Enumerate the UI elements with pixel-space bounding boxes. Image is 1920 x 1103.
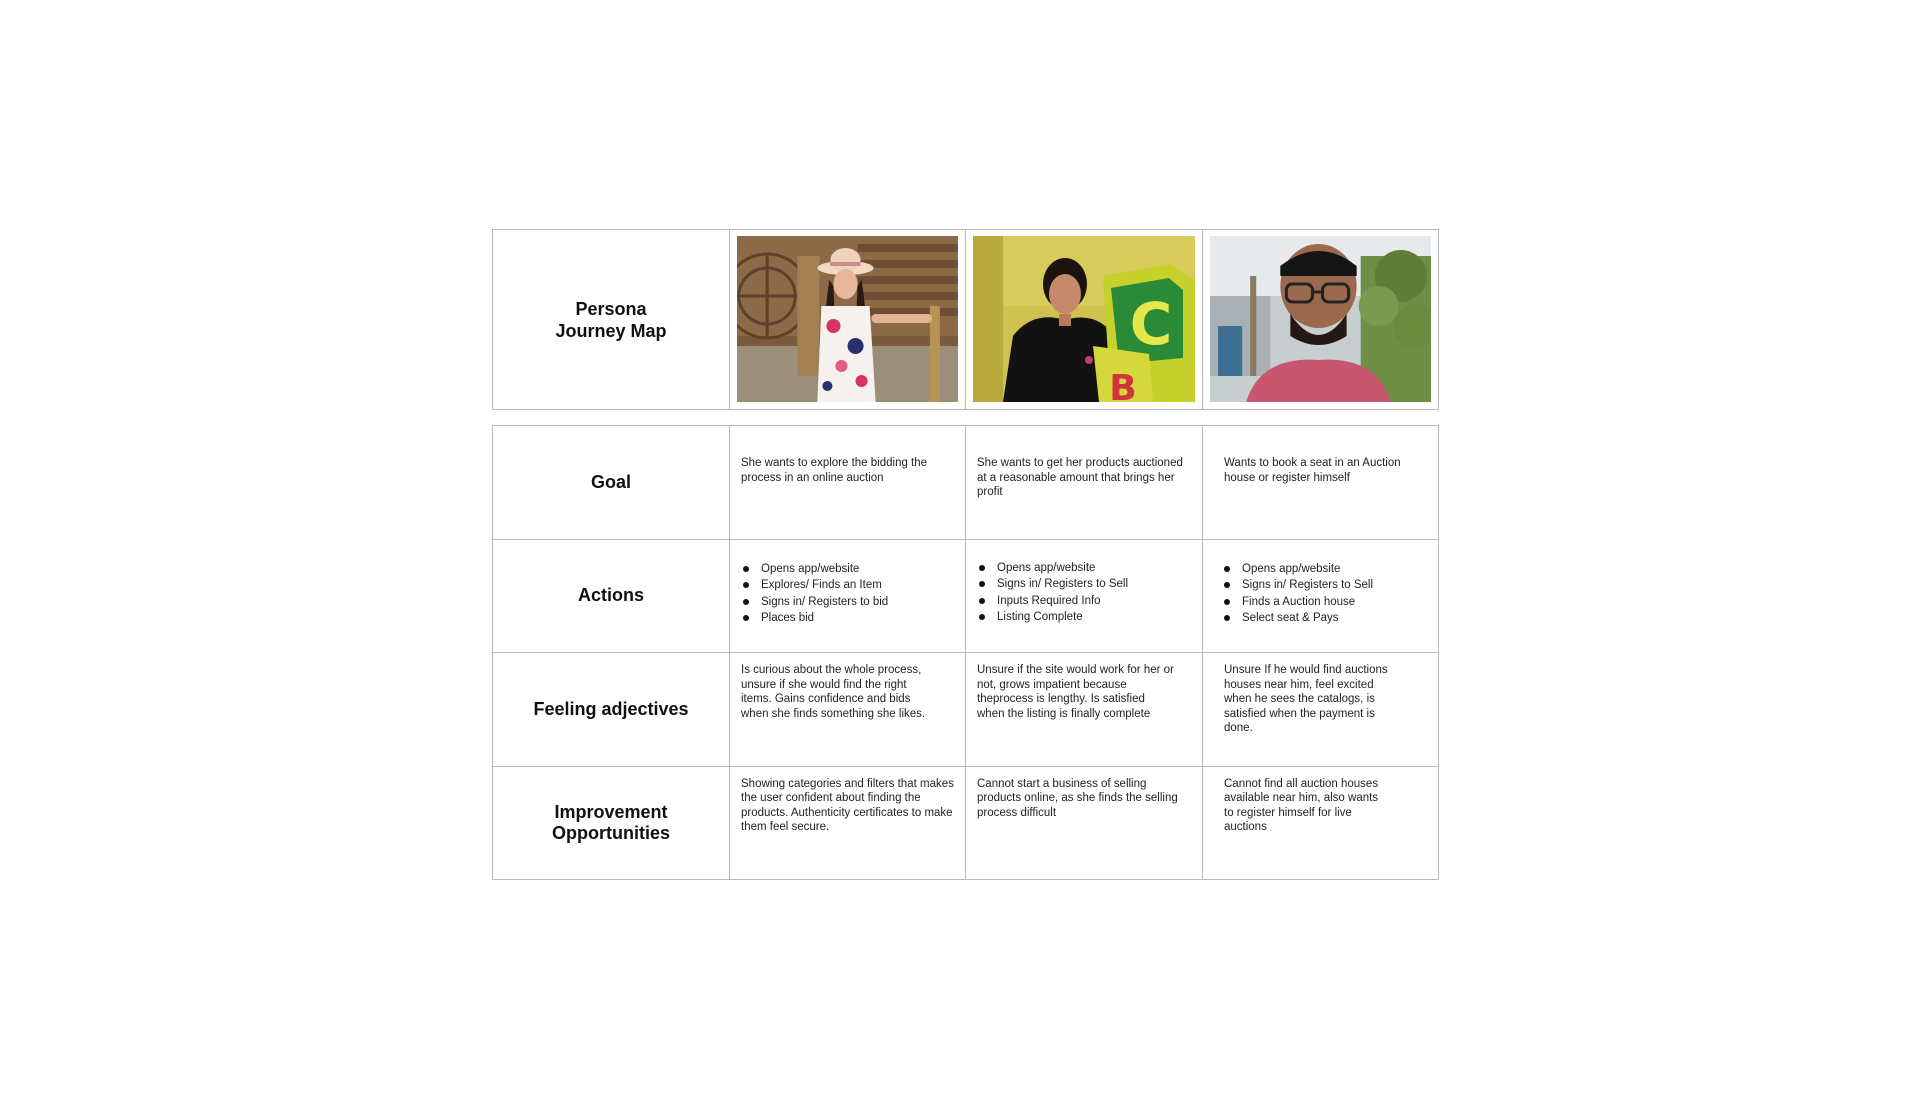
persona-1-actions: [730, 539, 966, 653]
list-item: Select seat & Pays: [1222, 610, 1438, 627]
list-item: Inputs Required Info: [977, 593, 1202, 610]
improvements-label: [493, 766, 730, 880]
goal-row: [493, 426, 1439, 540]
svg-text:B: B: [1109, 368, 1137, 402]
list-item: Listing Complete: [977, 609, 1202, 626]
actions-label: Actions: [493, 539, 730, 653]
persona-1-goal: She wants to explore the bidding the process in an online auction: [730, 426, 966, 540]
persona-3-actions: [1203, 539, 1439, 653]
persona-2-actions: [966, 539, 1203, 653]
persona-3-improvements: Cannot find all auction houses available near him, also wants to register himself for live auctions: [1203, 766, 1439, 880]
svg-text:C: C: [1129, 290, 1173, 358]
map-title-line1: Persona: [575, 298, 647, 319]
persona-photo-man-glasses: [1210, 236, 1431, 402]
persona-header-table: [492, 229, 1439, 410]
list-item: Finds a Auction house: [1222, 594, 1438, 611]
list-item: Signs in/ Registers to Sell: [977, 576, 1202, 593]
persona-1-improvements: Showing categories and filters that makes the user confident about finding the products. Authenticity certificates to make them feel secure.: [730, 766, 966, 880]
list-item: Opens app/website: [977, 560, 1202, 577]
map-title: [493, 230, 730, 410]
list-item: Signs in/ Registers to bid: [741, 594, 965, 611]
persona-2-photo-cell: [966, 230, 1203, 410]
goal-label: Goal: [493, 426, 730, 540]
map-title-line2: Journey Map: [555, 320, 667, 341]
actions-row: [493, 539, 1439, 653]
persona-2-feelings: Unsure if the site would work for her or not, grows impatient because theprocess is lengthy. Is satisfied when the listing is finally complete: [966, 653, 1203, 767]
list-item: Explores/ Finds an Item: [741, 577, 965, 594]
persona-2-goal: She wants to get her products auctioned at a reasonable amount that brings her profit: [966, 426, 1203, 540]
persona-3-goal: Wants to book a seat in an Auction house or register himself: [1203, 426, 1439, 540]
improvements-label-line1: Improvement: [554, 801, 668, 822]
persona-details-table: [492, 425, 1439, 880]
improvements-label-line2: Opportunities: [552, 822, 670, 843]
persona-1-feelings: Is curious about the whole process, unsure if she would find the right items. Gains confidence and bids when she finds something she likes.: [730, 653, 966, 767]
feelings-label: Feeling adjectives: [493, 653, 730, 767]
list-item: Opens app/website: [1222, 561, 1438, 578]
persona-photo-woman-hat: [737, 236, 958, 402]
persona-3-photo-cell: [1203, 230, 1439, 410]
persona-3-feelings: Unsure If he would find auctions houses near him, feel excited when he sees the catalogs, is satisfied when the payment is done.: [1203, 653, 1439, 767]
persona-photo-woman-abc-block: [973, 236, 1195, 402]
list-item: Places bid: [741, 610, 965, 627]
list-item: Signs in/ Registers to Sell: [1222, 577, 1438, 594]
list-item: Opens app/website: [741, 561, 965, 578]
persona-2-improvements: Cannot start a business of selling products online, as she finds the selling process difficult: [966, 766, 1203, 880]
feelings-row: [493, 653, 1439, 767]
persona-1-photo-cell: [730, 230, 966, 410]
improvements-row: [493, 766, 1439, 880]
